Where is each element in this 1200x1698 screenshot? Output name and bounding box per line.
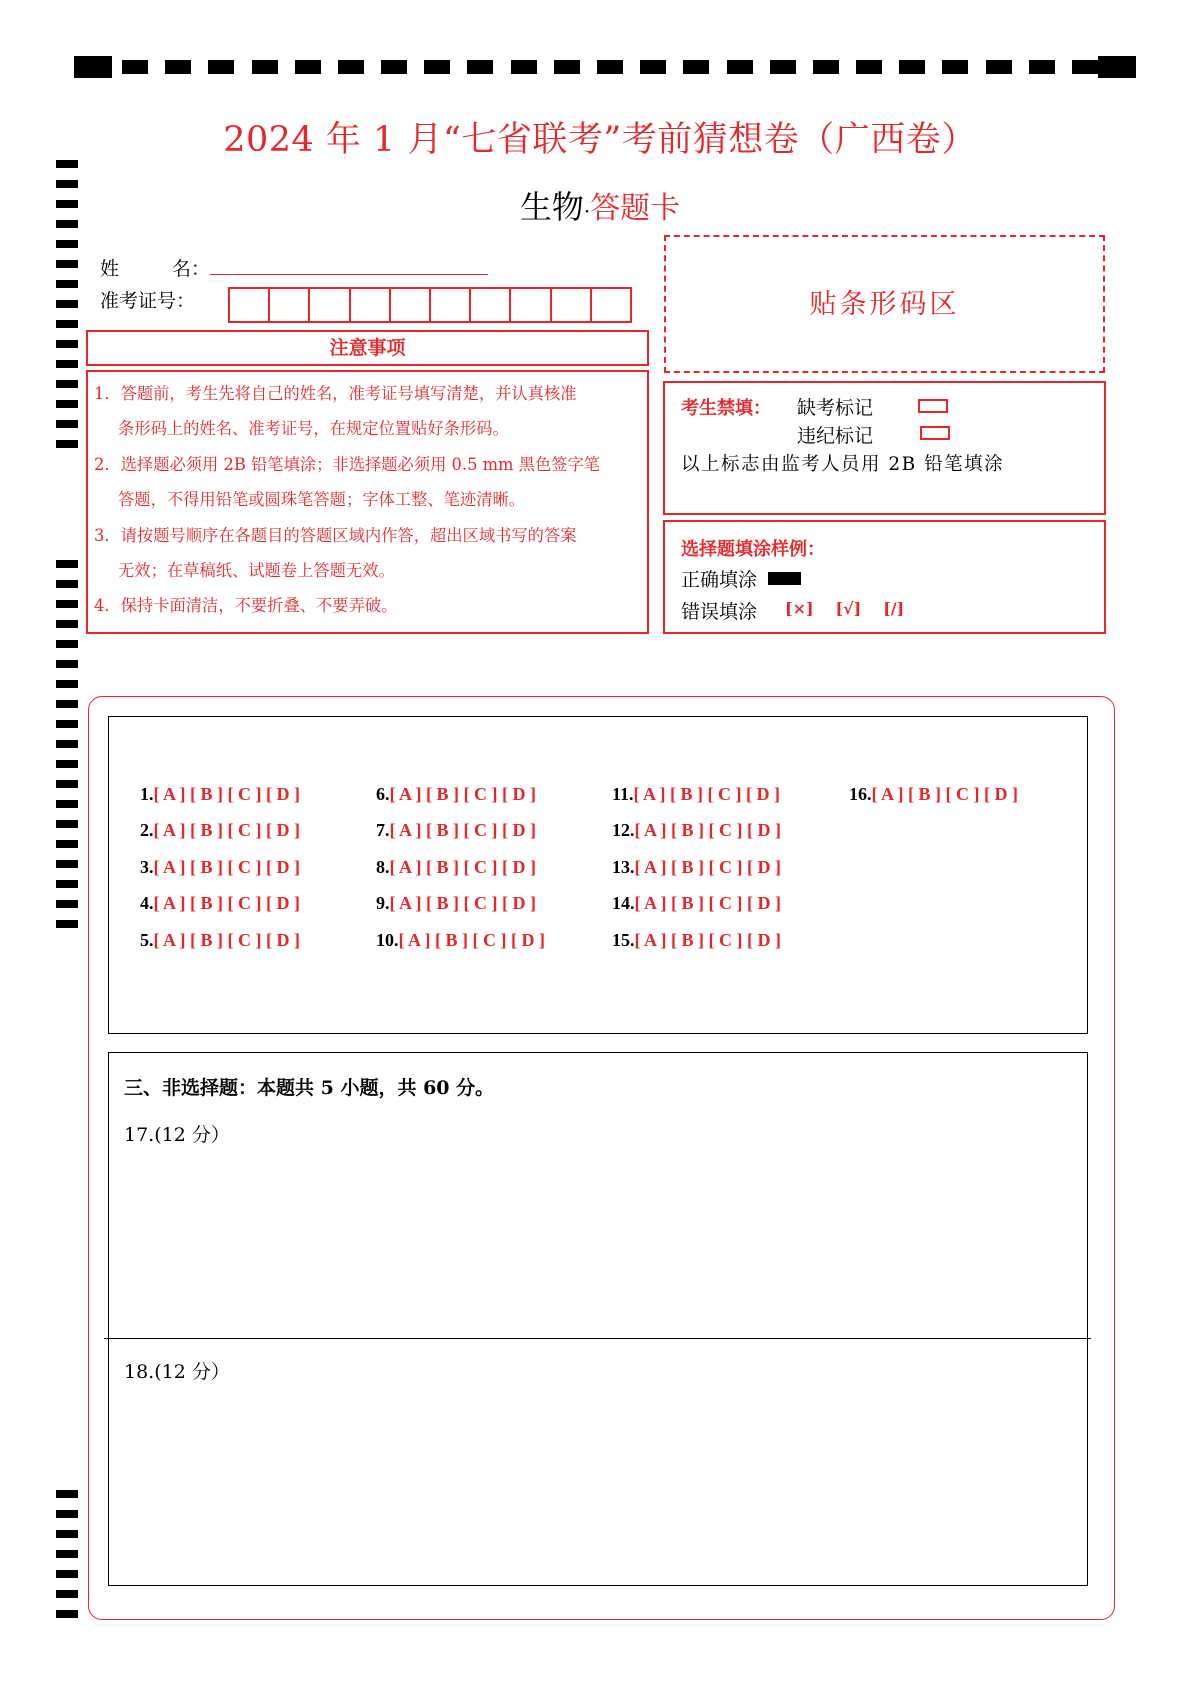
choice-question-number: 5. — [140, 930, 154, 950]
choice-question[interactable] — [849, 784, 1018, 805]
notice-item: 答题，不得用铅笔或圆珠笔答题；字体工整、笔迹清晰。 — [118, 490, 526, 510]
timing-mark — [56, 280, 78, 288]
timing-mark — [56, 1510, 78, 1518]
timing-mark — [56, 860, 78, 868]
choice-options[interactable]: [ A ] [ B ] [ C ] [ D ] — [153, 893, 300, 913]
wrong-mark-cross: [×] — [785, 599, 814, 618]
timing-mark — [770, 60, 796, 74]
choice-options[interactable]: [ A ] [ B ] [ C ] [ D ] — [634, 930, 781, 950]
wrong-mark-slash: [/] — [883, 599, 905, 618]
choice-question[interactable] — [376, 784, 536, 805]
timing-mark — [56, 300, 78, 308]
timing-mark — [986, 60, 1012, 74]
choice-options[interactable]: [ A ] [ B ] [ C ] [ D ] — [634, 857, 781, 877]
timing-mark — [727, 60, 753, 74]
subject-name: 生物 — [519, 188, 584, 226]
exam-id-digit-cell[interactable] — [351, 289, 391, 321]
timing-mark — [597, 60, 623, 74]
correct-fill-label: 正确填涂 — [681, 569, 758, 591]
top-timing-marks — [74, 56, 1136, 78]
proctor-only-title: 考生禁填： — [681, 398, 771, 419]
choice-question[interactable] — [376, 820, 536, 841]
choice-question-number: 14. — [612, 893, 635, 913]
choice-question[interactable] — [140, 893, 300, 914]
choice-question-number: 8. — [376, 857, 390, 877]
timing-mark — [467, 60, 493, 74]
timing-mark — [56, 620, 78, 628]
timing-mark — [56, 640, 78, 648]
timing-mark — [813, 60, 839, 74]
timing-mark — [56, 320, 78, 328]
wrong-fill-marks — [785, 599, 926, 618]
timing-mark — [338, 60, 364, 74]
question-17-label[interactable]: 17.(12 分） — [124, 1124, 230, 1146]
choice-question[interactable] — [612, 930, 781, 951]
timing-mark — [56, 360, 78, 368]
choice-question[interactable] — [140, 784, 300, 805]
choice-options[interactable]: [ A ] [ B ] [ C ] [ D ] — [389, 893, 536, 913]
timing-mark — [56, 800, 78, 808]
barcode-label: 贴条形码区 — [809, 289, 960, 320]
timing-mark — [56, 740, 78, 748]
choice-question[interactable] — [140, 820, 300, 841]
timing-mark — [165, 60, 191, 74]
notice-item: 3．请按题号顺序在各题目的答题区域内作答，超出区域书写的答案 — [94, 525, 577, 545]
timing-mark — [56, 1610, 78, 1618]
notice-heading: 注意事项 — [86, 330, 649, 366]
exam-id-digit-cell[interactable] — [391, 289, 431, 321]
choice-question-number: 16. — [849, 784, 872, 804]
name-label-end: 名： — [172, 258, 211, 280]
exam-id-digit-cell[interactable] — [552, 289, 592, 321]
question-18-label[interactable]: 18.(12 分） — [124, 1361, 230, 1383]
notice-item: 2．选择题必须用 2B 铅笔填涂；非选择题必须用 0.5 mm 黑色签字笔 — [94, 454, 601, 474]
violation-mark-checkbox[interactable] — [920, 426, 950, 440]
subtitle-separator: · — [583, 199, 591, 223]
notice-list — [94, 376, 646, 624]
exam-id-digit-cell[interactable] — [511, 289, 551, 321]
choice-options[interactable]: [ A ] [ B ] [ C ] [ D ] — [634, 893, 781, 913]
timing-mark — [74, 56, 112, 78]
exam-id-digit-cell[interactable] — [592, 289, 630, 321]
timing-mark — [208, 60, 234, 74]
timing-mark — [122, 60, 148, 74]
choice-options[interactable]: [ A ] [ B ] [ C ] [ D ] — [389, 784, 536, 804]
violation-mark-label: 违纪标记 — [797, 425, 874, 447]
exam-id-digit-cell[interactable] — [270, 289, 310, 321]
notice-item: 无效；在草稿纸、试题卷上答题无效。 — [118, 561, 395, 581]
card-subtitle — [0, 182, 1200, 228]
choice-question-number: 10. — [376, 930, 399, 950]
choice-question-number: 3. — [140, 857, 154, 877]
timing-mark — [511, 60, 537, 74]
choice-question[interactable] — [612, 893, 781, 914]
exam-id-digit-cell[interactable] — [431, 289, 471, 321]
timing-mark — [56, 820, 78, 828]
non-choice-heading: 三、非选择题：本题共 5 小题，共 60 分。 — [124, 1077, 495, 1099]
timing-mark — [56, 1530, 78, 1538]
choice-question-number: 15. — [612, 930, 635, 950]
choice-options[interactable]: [ A ] [ B ] [ C ] [ D ] — [634, 820, 781, 840]
name-field[interactable] — [210, 274, 488, 275]
choice-question[interactable] — [612, 784, 780, 805]
timing-mark — [56, 780, 78, 788]
timing-mark — [1098, 56, 1136, 78]
timing-mark — [56, 260, 78, 268]
timing-mark — [56, 440, 78, 448]
timing-mark — [252, 60, 278, 74]
timing-mark — [56, 1590, 78, 1598]
timing-mark — [640, 60, 666, 74]
wrong-mark-check: [√] — [835, 599, 862, 618]
choice-options[interactable]: [ A ] [ B ] [ C ] [ D ] — [398, 930, 545, 950]
choice-question-number: 1. — [140, 784, 154, 804]
timing-mark — [56, 1570, 78, 1578]
choice-options[interactable]: [ A ] [ B ] [ C ] [ D ] — [153, 930, 300, 950]
exam-title: 2024 年 1 月“七省联考”考前猜想卷（广西卷） — [223, 120, 977, 160]
timing-mark — [554, 60, 580, 74]
timing-mark — [56, 240, 78, 248]
choice-question-number: 11. — [612, 784, 634, 804]
choice-options[interactable]: [ A ] [ B ] [ C ] [ D ] — [389, 857, 536, 877]
timing-mark — [56, 1490, 78, 1498]
choice-question-number: 12. — [612, 820, 635, 840]
exam-id-digit-cell[interactable] — [310, 289, 350, 321]
notice-item: 条形码上的姓名、准考证号，在规定位置贴好条形码。 — [118, 419, 509, 439]
question-divider — [104, 1338, 1091, 1339]
timing-mark — [56, 920, 78, 928]
correct-fill-mark — [768, 572, 801, 585]
choice-options[interactable]: [ A ] [ B ] [ C ] [ D ] — [153, 784, 300, 804]
timing-mark — [56, 700, 78, 708]
choice-question-number: 4. — [140, 893, 154, 913]
choice-question-number: 6. — [376, 784, 390, 804]
timing-mark — [56, 380, 78, 388]
choice-question-number: 13. — [612, 857, 635, 877]
timing-mark — [56, 600, 78, 608]
notice-item: 4．保持卡面清洁，不要折叠、不要弄破。 — [94, 596, 398, 616]
timing-mark — [381, 60, 407, 74]
timing-mark — [56, 560, 78, 568]
exam-id-digit-cell[interactable] — [471, 289, 511, 321]
choice-question[interactable] — [140, 930, 300, 951]
non-choice-box — [108, 1052, 1088, 1586]
choice-options[interactable]: [ A ] [ B ] [ C ] [ D ] — [153, 857, 300, 877]
choice-question[interactable] — [376, 930, 545, 951]
exam-id-label: 准考证号： — [100, 290, 196, 312]
choice-question[interactable] — [612, 820, 781, 841]
choice-question[interactable] — [612, 857, 781, 878]
timing-mark — [683, 60, 709, 74]
timing-mark — [56, 660, 78, 668]
timing-mark — [856, 60, 882, 74]
proctor-note: 以上标志由监考人员用 2B 铅笔填涂 — [681, 454, 1005, 475]
exam-id-digit-cell[interactable] — [230, 289, 270, 321]
timing-mark — [424, 60, 450, 74]
choice-question-number: 2. — [140, 820, 154, 840]
timing-mark — [56, 340, 78, 348]
timing-mark — [56, 880, 78, 888]
choice-question-number: 7. — [376, 820, 390, 840]
timing-mark — [56, 580, 78, 588]
fill-sample-title: 选择题填涂样例： — [681, 539, 825, 560]
timing-mark — [899, 60, 925, 74]
timing-mark — [1029, 60, 1055, 74]
absent-mark-checkbox[interactable] — [918, 399, 948, 413]
wrong-fill-label: 错误填涂 — [681, 601, 758, 623]
name-label: 姓 — [100, 258, 145, 280]
choice-question[interactable] — [140, 857, 300, 878]
choice-options[interactable]: [ A ] [ B ] [ C ] [ D ] — [871, 784, 1018, 804]
exam-id-boxes[interactable] — [228, 287, 632, 323]
notice-item: 1．答题前，考生先将自己的姓名，准考证号填写清楚，并认真核准 — [94, 384, 577, 403]
choice-options[interactable]: [ A ] [ B ] [ C ] [ D ] — [153, 820, 300, 840]
timing-mark — [56, 900, 78, 908]
timing-mark — [295, 60, 321, 74]
timing-mark — [56, 680, 78, 688]
choice-question-number: 9. — [376, 893, 390, 913]
timing-mark — [1072, 60, 1098, 74]
timing-mark — [56, 720, 78, 728]
choice-options[interactable]: [ A ] [ B ] [ C ] [ D ] — [633, 784, 780, 804]
answer-card-label: 答题卡 — [590, 191, 681, 226]
choice-question[interactable] — [376, 893, 536, 914]
choice-options[interactable]: [ A ] [ B ] [ C ] [ D ] — [389, 820, 536, 840]
timing-mark — [56, 420, 78, 428]
choice-question[interactable] — [376, 857, 536, 878]
timing-mark — [56, 760, 78, 768]
timing-mark — [56, 400, 78, 408]
timing-mark — [56, 1550, 78, 1558]
timing-mark — [56, 840, 78, 848]
timing-mark — [942, 60, 968, 74]
absent-mark-label: 缺考标记 — [797, 397, 874, 419]
